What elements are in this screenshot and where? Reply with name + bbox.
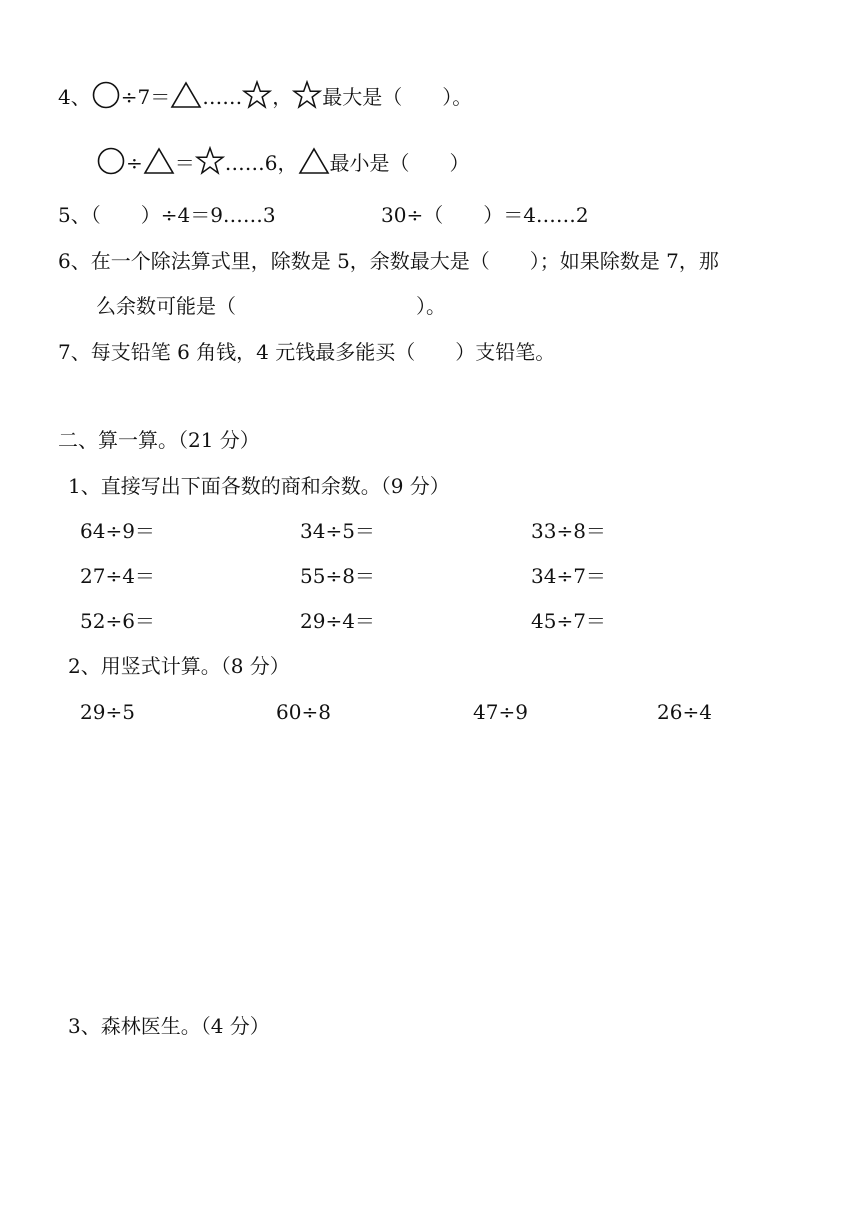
calc-item: 55÷8＝	[300, 564, 375, 588]
vertical-calc-item: 29÷5	[80, 700, 135, 724]
star-outline-icon	[242, 80, 272, 117]
q4-ellipsis: ……	[202, 85, 243, 109]
q5-part-b: 30÷（ ）＝4……2	[381, 203, 589, 227]
calc-item: 64÷9＝	[80, 519, 155, 543]
q6-line-2: 么余数可能是（ ）。	[96, 294, 446, 318]
calc-item: 33÷8＝	[531, 519, 606, 543]
q4-line-2	[96, 146, 470, 183]
calc-item: 27÷4＝	[80, 564, 155, 588]
q4-number: 4、	[58, 85, 91, 109]
q4-max-blank: 最大是（ ）。	[322, 85, 473, 109]
q4-line2-remainder: ……6，	[224, 151, 298, 175]
circle-icon	[91, 80, 121, 117]
triangle-icon	[170, 81, 202, 116]
q4-line2-divide: ÷	[126, 151, 143, 175]
part3-title: 3、森林医生。（4 分）	[68, 1014, 270, 1038]
triangle-icon	[298, 147, 330, 182]
q6-line-1: 6、在一个除法算式里，除数是 5，余数最大是（ ）；如果除数是 7，那	[58, 249, 719, 273]
q4-line2-equals: ＝	[174, 151, 195, 175]
vertical-calc-item: 26÷4	[657, 700, 712, 724]
section2-title: 二、算一算。（21 分）	[58, 428, 260, 452]
q7-text: 7、每支铅笔 6 角钱，4 元钱最多能买（ ）支铅笔。	[58, 340, 556, 364]
calc-item: 29÷4＝	[300, 609, 375, 633]
part2-title: 2、用竖式计算。（8 分）	[68, 654, 290, 678]
star-outline-icon	[195, 146, 225, 183]
q4-divide-seven: ÷7＝	[120, 85, 171, 109]
triangle-icon	[143, 147, 175, 182]
calc-item: 34÷5＝	[300, 519, 375, 543]
part1-title: 1、直接写出下面各数的商和余数。（9 分）	[68, 474, 450, 498]
q4-line-1	[58, 80, 472, 117]
circle-icon	[96, 146, 126, 183]
vertical-calc-item: 47÷9	[473, 700, 528, 724]
q4-comma: ，	[272, 85, 293, 109]
star-outline-icon	[292, 80, 322, 117]
q5-part-a: 5、（ ）÷4＝9……3	[58, 203, 276, 227]
vertical-calc-item: 60÷8	[276, 700, 331, 724]
calc-item: 52÷6＝	[80, 609, 155, 633]
calc-item: 34÷7＝	[531, 564, 606, 588]
calc-item: 45÷7＝	[531, 609, 606, 633]
q4-min-blank: 最小是（ ）	[329, 151, 470, 175]
